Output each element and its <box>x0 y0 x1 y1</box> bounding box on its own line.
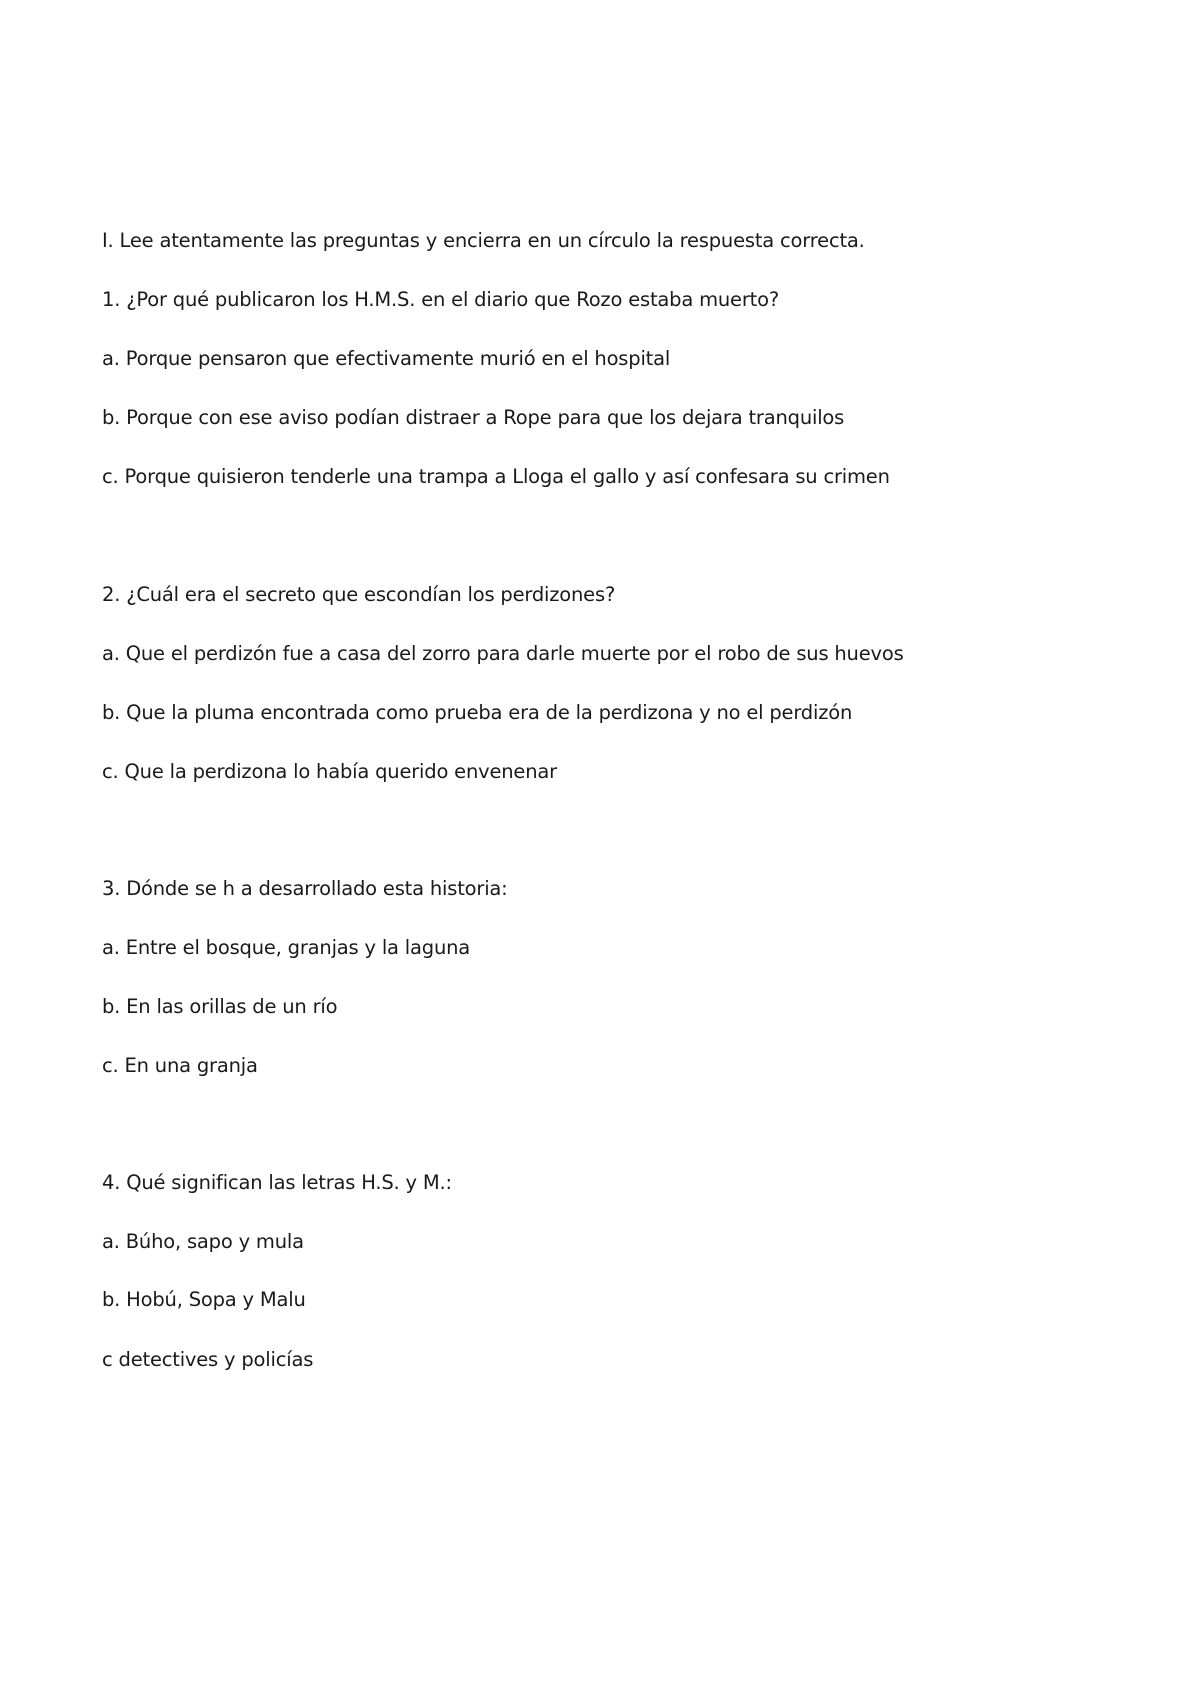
question-1-option-c: c. Porque quisieron tenderle una trampa a Lloga el gallo y así confesara su crimen <box>102 465 890 488</box>
question-2-option-c: c. Que la perdizona lo había querido envenenar <box>102 760 557 783</box>
question-2-option-a: a. Que el perdizón fue a casa del zorro para darle muerte por el robo de sus huevos <box>102 642 904 665</box>
question-3-option-b: b. En las orillas de un río <box>102 995 338 1018</box>
question-4-option-c: c detectives y policías <box>102 1348 314 1371</box>
question-4-option-b: b. Hobú, Sopa y Malu <box>102 1288 306 1311</box>
question-4-prompt: 4. Qué significan las letras H.S. y M.: <box>102 1171 452 1194</box>
question-3-option-c: c. En una granja <box>102 1054 258 1077</box>
question-3-option-a: a. Entre el bosque, granjas y la laguna <box>102 936 471 959</box>
question-1-option-b: b. Porque con ese aviso podían distraer a Rope para que los dejara tranquilos <box>102 406 845 429</box>
question-3-prompt: 3. Dónde se h a desarrollado esta historia: <box>102 877 508 900</box>
instruction-text: I. Lee atentamente las preguntas y encierra en un círculo la respuesta correcta. <box>102 229 865 252</box>
question-1-option-a: a. Porque pensaron que efectivamente murió en el hospital <box>102 347 671 370</box>
question-4-option-a: a. Búho, sapo y mula <box>102 1230 304 1253</box>
question-1-prompt: 1. ¿Por qué publicaron los H.M.S. en el diario que Rozo estaba muerto? <box>102 288 779 311</box>
question-2-prompt: 2. ¿Cuál era el secreto que escondían los perdizones? <box>102 583 616 606</box>
question-2-option-b: b. Que la pluma encontrada como prueba era de la perdizona y no el perdizón <box>102 701 853 724</box>
